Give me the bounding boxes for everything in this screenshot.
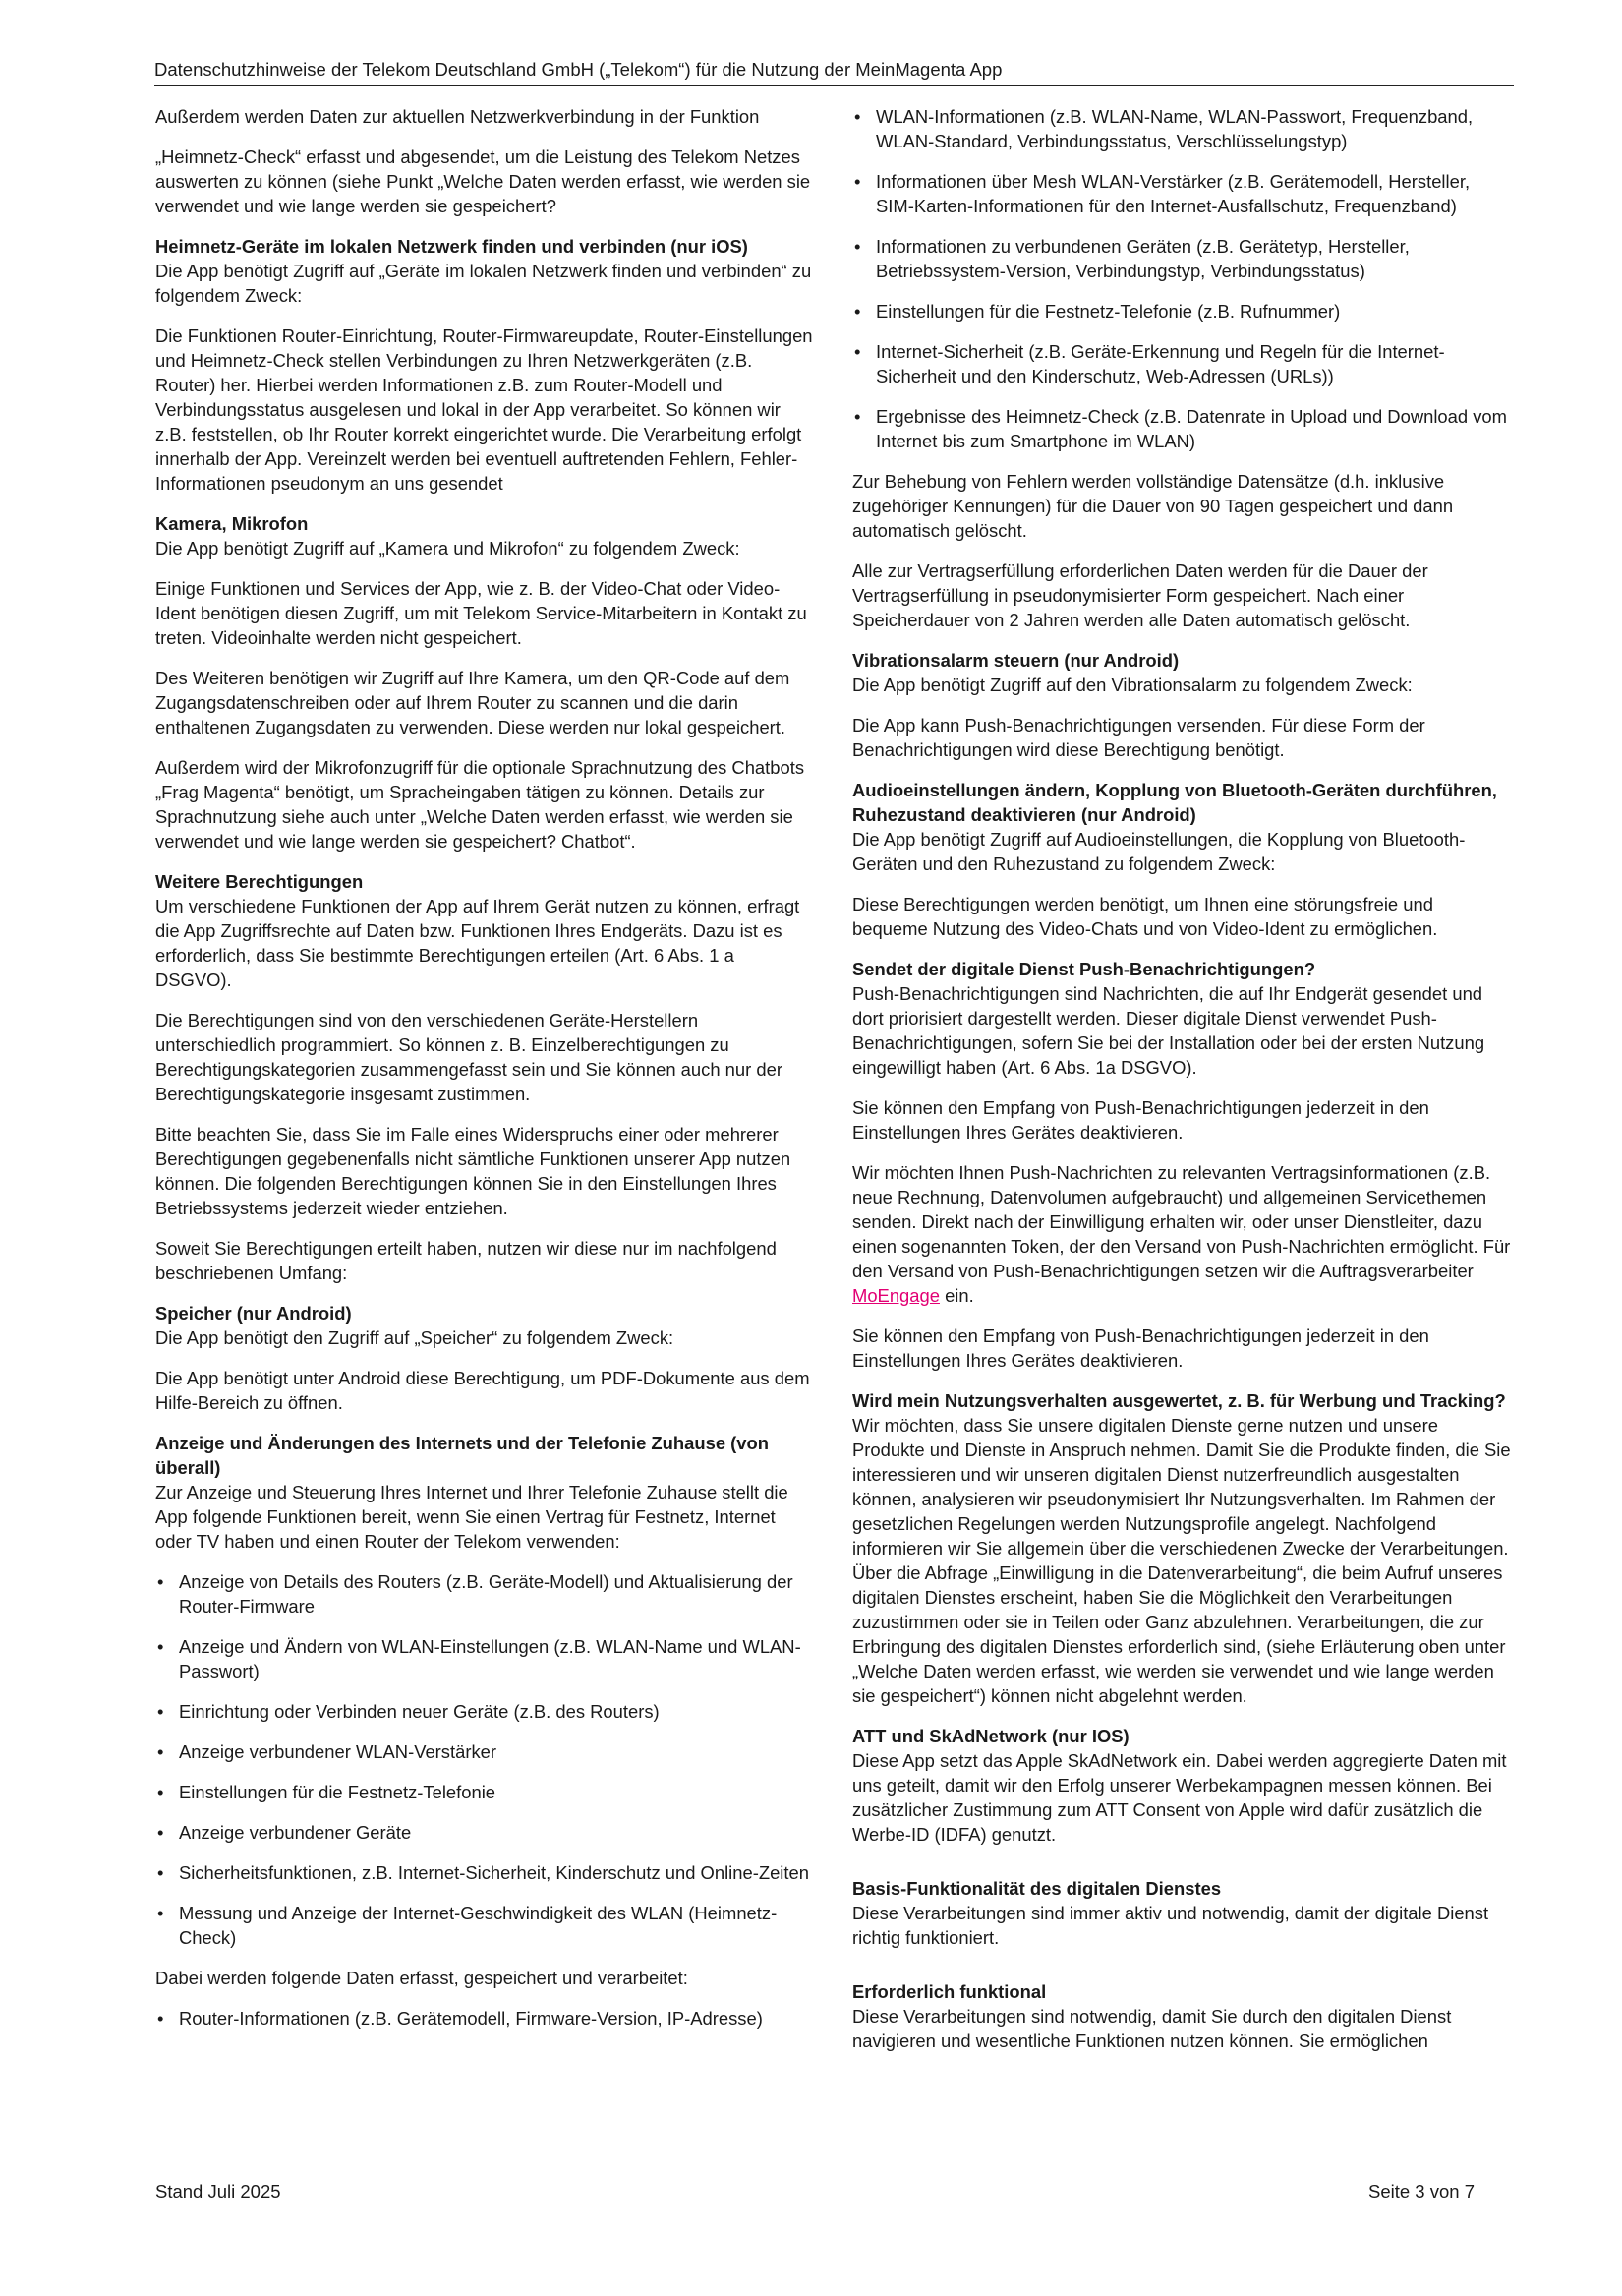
section-heimnetz xyxy=(155,234,814,496)
section-paragraph: Die App benötigt unter Android diese Berechtigung, um PDF-Dokumente aus dem Hilfe-Bereich zu öffnen. xyxy=(155,1368,810,1413)
list-item: • Messung und Anzeige der Internet-Geschwindigkeit des WLAN (Heimnetz-Check) xyxy=(155,1901,814,1950)
section-basis xyxy=(852,1876,1511,1950)
footer-date: Stand Juli 2025 xyxy=(155,2181,281,2202)
section-heading: Vibrationsalarm steuern (nur Android) xyxy=(852,650,1180,671)
moengage-link[interactable]: MoEngage xyxy=(852,1285,940,1306)
list-item: • Einrichtung oder Verbinden neuer Geräte (z.B. des Routers) xyxy=(155,1699,814,1724)
right-column xyxy=(852,104,1511,2069)
section-paragraph: Einige Funktionen und Services der App, wie z. B. der Video-Chat oder Video-Ident benötigen diesen Zugriff, um mit Telekom Service-Mitarbeitern in Kontakt zu treten. Videoinhalte werden nicht gespeichert. xyxy=(155,578,807,648)
section-paragraph: Die App benötigt Zugriff auf den Vibrationsalarm zu folgendem Zweck: xyxy=(852,675,1413,695)
section-heading: ATT und SkAdNetwork (nur IOS) xyxy=(852,1726,1130,1746)
list-item: • Router-Informationen (z.B. Gerätemodell, Firmware-Version, IP-Adresse) xyxy=(155,2006,814,2031)
paragraph-text-end: ein. xyxy=(939,1285,974,1306)
list-item: • Ergebnisse des Heimnetz-Check (z.B. Datenrate in Upload und Download vom Internet bis zum Smartphone im WLAN) xyxy=(852,404,1511,453)
retention-paragraph-2: Alle zur Vertragserfüllung erforderlichen Daten werden für die Dauer der Vertragserfüllung in pseudonymisierter Form gespeichert. Nach einer Speicherdauer von 2 Jahren werden alle Daten automatisch gelöscht. xyxy=(852,560,1428,630)
features-list xyxy=(155,1569,814,1950)
list-item: • Informationen über Mesh WLAN-Verstärker (z.B. Gerätemodell, Hersteller, SIM-Karten-Informationen für den Internet-Ausfallschutz, Frequenzband) xyxy=(852,169,1511,218)
list-item: • Einstellungen für die Festnetz-Telefonie (z.B. Rufnummer) xyxy=(852,299,1511,324)
section-heading: Wird mein Nutzungsverhalten ausgewertet, z. B. für Werbung und Tracking? xyxy=(852,1390,1506,1411)
list-item: • WLAN-Informationen (z.B. WLAN-Name, WLAN-Passwort, Frequenzband, WLAN-Standard, Verbindungsstatus, Verschlüsselungstyp) xyxy=(852,104,1511,153)
section-paragraph: Die App kann Push-Benachrichtigungen versenden. Für diese Form der Benachrichtigungen wird diese Berechtigung benötigt. xyxy=(852,715,1425,760)
data-list-intro: Dabei werden folgende Daten erfasst, gespeichert und verarbeitet: xyxy=(155,1968,688,1988)
list-item: • Anzeige von Details des Routers (z.B. Geräte-Modell) und Aktualisierung der Router-Firmware xyxy=(155,1569,814,1619)
section-paragraph: Push-Benachrichtigungen sind Nachrichten, die auf Ihr Endgerät gesendet und dort priorisiert dargestellt werden. Dieser digitale Dienst verwendet Push-Benachrichtigungen, sofern Sie bei der Installation oder bei der ersten Nutzung eingewilligt haben (Art. 6 Abs. 1a DSGVO). xyxy=(852,983,1485,1078)
section-paragraph: Die Berechtigungen sind von den verschiedenen Geräte-Herstellern unterschiedlich programmiert. So können z. B. Einzelberechtigungen zu Berechtigungskategorien zusammengefasst sein und Sie können auch nur der Berechtigungskategorie insgesamt zustimmen. xyxy=(155,1010,782,1104)
section-heading: Sendet der digitale Dienst Push-Benachrichtigungen? xyxy=(852,959,1316,979)
section-paragraph: Sie können den Empfang von Push-Benachrichtigungen jederzeit in den Einstellungen Ihres Gerätes deaktivieren. xyxy=(852,1097,1429,1143)
section-paragraph: Die App benötigt Zugriff auf „Geräte im lokalen Netzwerk finden und verbinden“ zu folgendem Zweck: xyxy=(155,261,812,306)
section-paragraph: Diese App setzt das Apple SkAdNetwork ein. Dabei werden aggregierte Daten mit uns geteilt, damit wir den Erfolg unserer Werbekampagnen messen können. Bei zusätzlicher Zustimmung zum ATT Consent von Apple wird dafür zusätzlich die Werbe-ID (IDFA) genutzt. xyxy=(852,1750,1507,1845)
section-paragraph: Bitte beachten Sie, dass Sie im Falle eines Widerspruchs einer oder mehrerer Berechtigungen gegebenenfalls nicht sämtliche Funktionen unserer App nutzen können. Die folgenden Berechtigungen können Sie in den Einstellungen Ihres Betriebssystems jederzeit wieder entziehen. xyxy=(155,1124,791,1218)
section-heading: Basis-Funktionalität des digitalen Dienstes xyxy=(852,1878,1222,1899)
list-item: • Sicherheitsfunktionen, z.B. Internet-Sicherheit, Kinderschutz und Online-Zeiten xyxy=(155,1860,814,1885)
section-paragraph: Diese Verarbeitungen sind notwendig, damit Sie durch den digitalen Dienst navigieren und wesentliche Funktionen nutzen können. Sie ermöglichen xyxy=(852,2006,1452,2051)
section-heading: Anzeige und Änderungen des Internets und der Telefonie Zuhause (von überall) xyxy=(155,1433,769,1478)
section-paragraph: Diese Verarbeitungen sind immer aktiv und notwendig, damit der digitale Dienst richtig funktioniert. xyxy=(852,1903,1489,1948)
section-paragraph: Die App benötigt Zugriff auf Audioeinstellungen, die Kopplung von Bluetooth-Geräten und den Ruhezustand zu folgendem Zweck: xyxy=(852,829,1466,874)
section-erforderlich xyxy=(852,1979,1511,2053)
section-paragraph: Die App benötigt den Zugriff auf „Speicher“ zu folgendem Zweck: xyxy=(155,1327,674,1348)
section-paragraph: Wir möchten, dass Sie unsere digitalen Dienste gerne nutzen und unsere Produkte und Dienste in Anspruch nehmen. Damit Sie die Produkte finden, die Sie interessieren und wir unseren digitalen Dienst nutzerfreundlich ausgestalten können, analysieren wir pseudonymisiert Ihr Nutzungsverhalten. Im Rahmen der gesetzlichen Regelungen werden Nutzungsprofile angelegt. Nachfolgend informieren wir Sie allgemein über die verschiedenen Zwecke der Verarbeitungen. Über die Abfrage „Einwilligung in die Datenverarbeitung“, die beim Aufruf unseres digitalen Dienstes erscheint, haben Sie die Möglichkeit den Verarbeitungen zuzustimmen oder sie in Teilen oder Ganz abzulehnen. Verarbeitungen, die zur Erbringung des digitalen Dienstes erforderlich sind, (siehe Erläuterung oben unter „Welche Daten werden erfasst, wie werden sie verwendet und wie lange werden sie gespeichert“) können nicht abgelehnt werden. xyxy=(852,1415,1511,1706)
section-paragraph: Zur Anzeige und Steuerung Ihres Internet und Ihrer Telefonie Zuhause stellt die App folgende Funktionen bereit, wenn Sie einen Vertrag für Festnetz, Internet oder TV haben und einen Router der Telekom verwenden: xyxy=(155,1482,788,1552)
list-item: • Anzeige verbundener Geräte xyxy=(155,1820,814,1845)
section-heading: Kamera, Mikrofon xyxy=(155,513,309,534)
section-heading: Erforderlich funktional xyxy=(852,1981,1047,2002)
section-paragraph: Die Funktionen Router-Einrichtung, Router-Firmwareupdate, Router-Einstellungen und Heimnetz-Check stellen Verbindungen zu Ihren Netzwerkgeräten (z.B. Router) her. Hierbei werden Informationen z.B. zum Router-Modell und Verbindungsstatus ausgelesen und lokal in der App verarbeitet. So können wir z.B. feststellen, ob Ihr Router korrekt eingerichtet wurde. Die Verarbeitung erfolgt innerhalb der App. Vereinzelt werden bei eventuell auftretenden Fehlern, Fehler-Informationen pseudonym an uns gesendet xyxy=(155,325,813,494)
section-paragraph: Des Weiteren benötigen wir Zugriff auf Ihre Kamera, um den QR-Code auf dem Zugangsdatenschreiben oder auf Ihrem Router zu scannen und die darin enthaltenen Zugangsdaten zu verwenden. Diese werden nur lokal gespeichert. xyxy=(155,668,790,737)
section-anzeige xyxy=(155,1431,814,1554)
section-paragraph: Um verschiedene Funktionen der App auf Ihrem Gerät nutzen zu können, erfragt die App Zugriffsrechte auf Daten bzw. Funktionen Ihres Endgeräts. Dazu ist es erforderlich, dass Sie bestimmte Berechtigungen erteilen (Art. 6 Abs. 1 a DSGVO). xyxy=(155,896,800,990)
section-paragraph: Soweit Sie Berechtigungen erteilt haben, nutzen wir diese nur im nachfolgend beschriebenen Umfang: xyxy=(155,1238,777,1283)
section-audio xyxy=(852,778,1511,941)
section-heading: Speicher (nur Android) xyxy=(155,1303,352,1324)
left-column xyxy=(155,104,814,2046)
list-item: • Informationen zu verbundenen Geräten (z.B. Gerätetyp, Hersteller, Betriebssystem-Version, Verbindungstyp, Verbindungsstatus) xyxy=(852,234,1511,283)
section-att xyxy=(852,1724,1511,1847)
section-kamera xyxy=(155,511,814,854)
intro-paragraph-1: Außerdem werden Daten zur aktuellen Netzwerkverbindung in der Funktion xyxy=(155,106,760,127)
section-paragraph: Sie können den Empfang von Push-Benachrichtigungen jederzeit in den Einstellungen Ihres Gerätes deaktivieren. xyxy=(852,1325,1429,1371)
section-tracking xyxy=(852,1388,1511,1708)
data-list xyxy=(155,2006,814,2031)
section-heading: Heimnetz-Geräte im lokalen Netzwerk finden und verbinden (nur iOS) xyxy=(155,236,748,257)
section-paragraph: Diese Berechtigungen werden benötigt, um Ihnen eine störungsfreie und bequeme Nutzung des Video-Chats und von Video-Ident zu ermöglichen. xyxy=(852,894,1438,939)
data-list-continued xyxy=(852,104,1511,453)
intro-paragraph-2: „Heimnetz-Check“ erfasst und abgesendet, um die Leistung des Telekom Netzes auswerten zu können (siehe Punkt „Welche Daten werden erfasst, wie werden sie verwendet und wie lange werden sie gespeichert? xyxy=(155,147,811,216)
retention-paragraph-1: Zur Behebung von Fehlern werden vollständige Datensätze (d.h. inklusive zugehöriger Kennungen) für die Dauer von 90 Tagen gespeichert und dann automatisch gelöscht. xyxy=(852,471,1454,541)
list-item: • Einstellungen für die Festnetz-Telefonie xyxy=(155,1780,814,1804)
section-speicher xyxy=(155,1301,814,1415)
section-push xyxy=(852,957,1511,1373)
paragraph-text: Wir möchten Ihnen Push-Nachrichten zu relevanten Vertragsinformationen (z.B. neue Rechnung, Datenvolumen aufgebraucht) und allgemeinen Servicethemen senden. Direkt nach der Einwilligung erhalten wir, oder unser Dienstleiter, dazu einen sogenannten Token, der den Versand von Push-Nachrichten ermöglicht. Für den Versand von Push-Benachrichtigungen setzen wir die Auftragsverarbeiter xyxy=(852,1162,1511,1281)
section-heading: Weitere Berechtigungen xyxy=(155,871,364,892)
footer-page-number: Seite 3 von 7 xyxy=(1368,2181,1475,2202)
list-item: • Anzeige und Ändern von WLAN-Einstellungen (z.B. WLAN-Name und WLAN-Passwort) xyxy=(155,1634,814,1683)
list-item: • Internet-Sicherheit (z.B. Geräte-Erkennung und Regeln für die Internet-Sicherheit und den Kinderschutz, Web-Adressen (URLs)) xyxy=(852,339,1511,388)
list-item: • Anzeige verbundener WLAN-Verstärker xyxy=(155,1739,814,1764)
section-weitere-berechtigungen xyxy=(155,869,814,1285)
section-paragraph xyxy=(852,1160,1511,1308)
page-header: Datenschutzhinweise der Telekom Deutschland GmbH („Telekom“) für die Nutzung der MeinMagenta App xyxy=(154,55,1514,86)
section-heading: Audioeinstellungen ändern, Kopplung von Bluetooth-Geräten durchführen, Ruhezustand deaktivieren (nur Android) xyxy=(852,780,1497,825)
section-vibration xyxy=(852,648,1511,762)
section-paragraph: Die App benötigt Zugriff auf „Kamera und Mikrofon“ zu folgendem Zweck: xyxy=(155,538,740,559)
section-paragraph: Außerdem wird der Mikrofonzugriff für die optionale Sprachnutzung des Chatbots „Frag Magenta“ benötigt, um Spracheingaben tätigen zu können. Details zur Sprachnutzung siehe auch unter „Welche Daten werden erfasst, wie werden sie verwendet und wie lange werden sie gespeichert? Chatbot“. xyxy=(155,757,805,852)
